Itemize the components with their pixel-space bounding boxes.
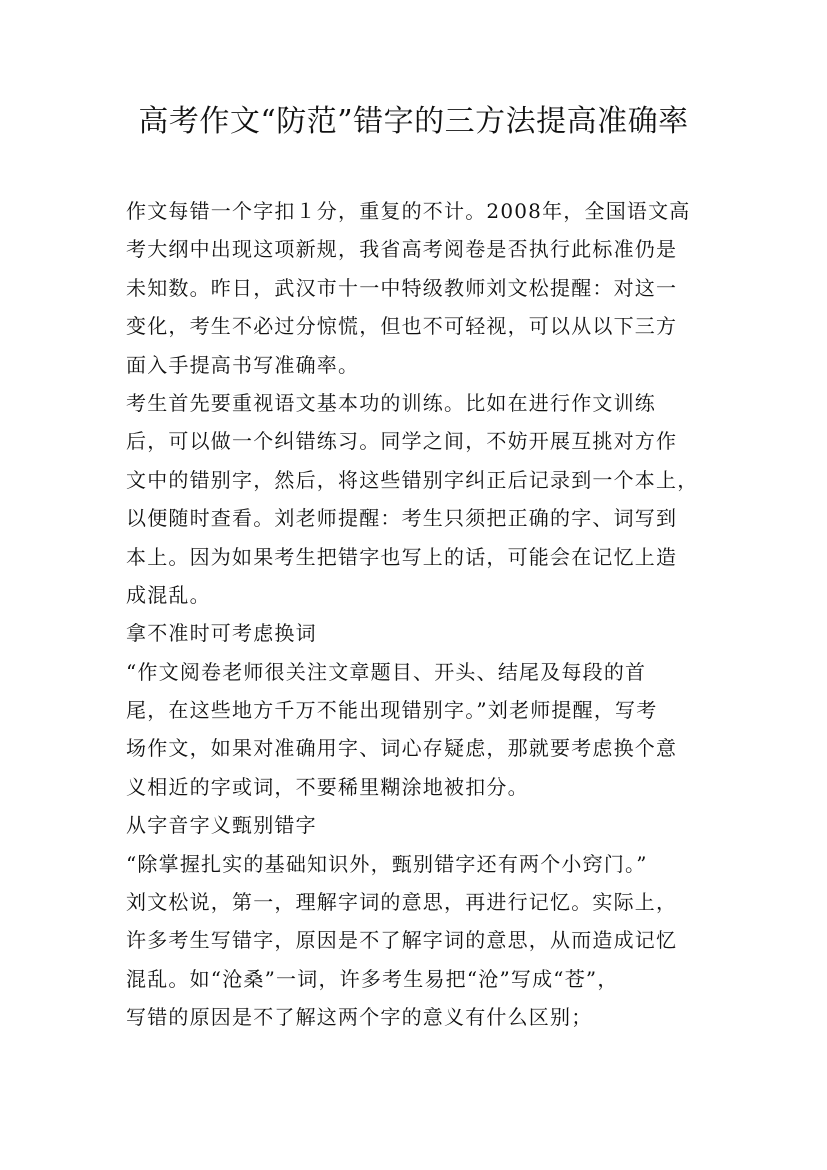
text-line-9: 以便随时查看。刘老师提醒：考生只须把正确的字、词写到 bbox=[126, 506, 678, 531]
text-line-8: 文中的错别字，然后，将这些错别字纠正后记录到一个本上， bbox=[126, 467, 699, 492]
text-line-14: 尾，在这些地方千万不能出现错别字。”刘老师提醒，写考 bbox=[126, 698, 658, 723]
text-line-6: 考生首先要重视语文基本功的训练。比如在进行作文训练 bbox=[126, 390, 656, 415]
section-heading-sound-meaning: 从字音字义甄别错字 bbox=[126, 813, 317, 838]
text-line-2: 考大纲中出现这项新规，我省高考阅卷是否执行此标准仍是 bbox=[126, 237, 678, 262]
text-line-5: 面入手提高书写准确率。 bbox=[126, 352, 360, 377]
text-line-20: 许多考生写错字，原因是不了解字词的意思，从而造成记忆 bbox=[126, 928, 678, 953]
text-line-1: 作文每错一个字扣１分，重复的不计。2008年，全国语文高 bbox=[126, 199, 691, 223]
text-line-11: 成混乱。 bbox=[126, 582, 211, 607]
text-line-10: 本上。因为如果考生把错字也写上的话，可能会在记忆上造 bbox=[126, 544, 678, 569]
document-title: 高考作文“防范”错字的三方法提高准确率 bbox=[138, 104, 689, 139]
text-line-21: 混乱。如“沧桑”一词，许多考生易把“沧”写成“苍”， bbox=[126, 966, 619, 991]
text-line-15: 场作文，如果对准确用字、词心存疑虑，那就要考虑换个意 bbox=[126, 736, 678, 761]
text-line-3: 未知数。昨日，武汉市十一中特级教师刘文松提醒：对这一 bbox=[126, 275, 678, 300]
text-line-4: 变化，考生不必过分惊慌，但也不可轻视，可以从以下三方 bbox=[126, 314, 678, 339]
text-line-22: 写错的原因是不了解这两个字的意义有什么区别； bbox=[126, 1005, 593, 1030]
section-heading-change-words: 拿不准时可考虑换词 bbox=[126, 621, 317, 646]
text-line-19: 刘文松说，第一，理解字词的意思，再进行记忆。实际上， bbox=[126, 890, 678, 915]
article-body bbox=[126, 192, 706, 1037]
text-line-13: “作文阅卷老师很关注文章题目、开头、结尾及每段的首 bbox=[126, 659, 647, 684]
text-line-18: “除掌握扎实的基础知识外，甄别错字还有两个小窍门。” bbox=[126, 851, 648, 876]
text-line-16: 义相近的字或词，不要稀里糊涂地被扣分。 bbox=[126, 774, 529, 799]
text-line-7: 后，可以做一个纠错练习。同学之间，不妨开展互挑对方作 bbox=[126, 429, 678, 454]
